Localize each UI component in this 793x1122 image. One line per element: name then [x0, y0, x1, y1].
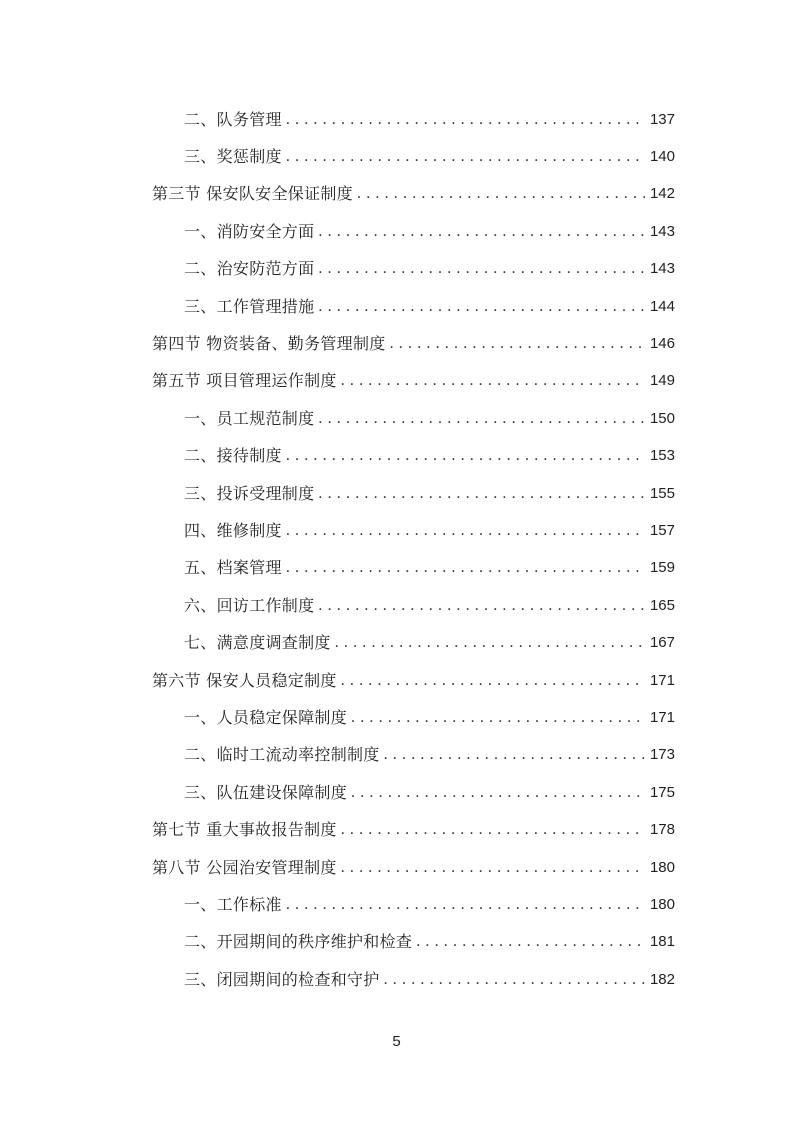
toc-dot-leader	[318, 259, 645, 279]
toc-subsection-entry[interactable]	[0, 475, 675, 512]
toc-entry-page-number: 143	[649, 260, 675, 278]
toc-subsection-entry[interactable]	[0, 550, 675, 587]
toc-entry-title: 七、满意度调查制度	[184, 633, 331, 653]
toc-subsection-entry[interactable]	[0, 961, 675, 998]
toc-entry-title: 二、临时工流动率控制制度	[184, 745, 380, 765]
toc-dot-leader	[341, 671, 645, 691]
toc-subsection-entry[interactable]	[0, 101, 675, 138]
toc-dot-leader	[286, 521, 645, 541]
toc-entry-page-number: 171	[649, 708, 675, 726]
toc-entry-title: 第八节 公园治安管理制度	[152, 857, 337, 877]
toc-entry-title: 第三节 保安队安全保证制度	[152, 184, 353, 204]
toc-entry-title: 二、接待制度	[184, 446, 282, 466]
toc-dot-leader	[384, 745, 645, 765]
toc-subsection-entry[interactable]	[0, 400, 675, 437]
toc-entry-title: 四、维修制度	[184, 520, 282, 540]
page-number: 5	[392, 1033, 401, 1050]
toc-entry-title: 三、奖惩制度	[184, 147, 282, 167]
toc-dot-leader	[341, 858, 645, 878]
toc-entry-title: 一、消防安全方面	[184, 221, 315, 241]
toc-dot-leader	[318, 596, 645, 616]
toc-entry-page-number: 165	[649, 596, 675, 614]
toc-subsection-entry[interactable]	[0, 213, 675, 250]
toc-section-entry[interactable]	[0, 176, 675, 213]
toc-dot-leader	[357, 184, 645, 204]
toc-dot-leader	[384, 970, 645, 990]
toc-entry-page-number: 150	[649, 409, 675, 427]
toc-entry-page-number: 143	[649, 222, 675, 240]
toc-dot-leader	[351, 783, 645, 803]
toc-subsection-entry[interactable]	[0, 924, 675, 961]
toc-entry-page-number: 180	[649, 858, 675, 876]
toc-entry-page-number: 175	[649, 783, 675, 801]
toc-entry-page-number: 144	[649, 297, 675, 315]
toc-entry-page-number: 181	[649, 933, 675, 951]
toc-entry-page-number: 182	[649, 970, 675, 988]
toc-subsection-entry[interactable]	[0, 587, 675, 624]
toc-subsection-entry[interactable]	[0, 774, 675, 811]
toc-dot-leader	[286, 147, 645, 167]
toc-entry-page-number: 140	[649, 148, 675, 166]
toc-entry-title: 五、档案管理	[184, 558, 282, 578]
toc-entry-page-number: 142	[649, 185, 675, 203]
toc-entry-title: 二、开园期间的秩序维护和检查	[184, 932, 413, 952]
toc-dot-leader	[318, 409, 645, 429]
toc-section-entry[interactable]	[0, 363, 675, 400]
toc-section-entry[interactable]	[0, 849, 675, 886]
toc-dot-leader	[351, 708, 645, 728]
toc-entry-page-number: 171	[649, 671, 675, 689]
toc-entry-page-number: 137	[649, 110, 675, 128]
toc-entry-title: 第六节 保安人员稳定制度	[152, 670, 337, 690]
toc-entry-title: 三、投诉受理制度	[184, 483, 315, 503]
toc-entry-page-number: 173	[649, 746, 675, 764]
toc-subsection-entry[interactable]	[0, 737, 675, 774]
toc-subsection-entry[interactable]	[0, 512, 675, 549]
toc-subsection-entry[interactable]	[0, 438, 675, 475]
toc-entry-title: 三、工作管理措施	[184, 296, 315, 316]
toc-entry-page-number: 167	[649, 634, 675, 652]
toc-section-entry[interactable]	[0, 325, 675, 362]
toc-entry-title: 六、回访工作制度	[184, 595, 315, 615]
toc-subsection-entry[interactable]	[0, 138, 675, 175]
toc-entry-page-number: 157	[649, 521, 675, 539]
toc-entry-title: 第七节 重大事故报告制度	[152, 820, 337, 840]
toc-dot-leader	[286, 558, 645, 578]
toc-entry-title: 二、治安防范方面	[184, 259, 315, 279]
toc-entry-title: 第四节 物资装备、勤务管理制度	[152, 334, 386, 354]
toc-entry-page-number: 153	[649, 447, 675, 465]
toc-entry-page-number: 146	[649, 335, 675, 353]
toc-entry-title: 三、队伍建设保障制度	[184, 782, 348, 802]
toc-entry-title: 第五节 项目管理运作制度	[152, 371, 337, 391]
toc-dot-leader	[286, 110, 645, 130]
toc-subsection-entry[interactable]	[0, 624, 675, 661]
toc-entry-title: 一、员工规范制度	[184, 408, 315, 428]
toc-dot-leader	[341, 820, 645, 840]
table-of-contents	[0, 101, 793, 998]
toc-entry-page-number: 155	[649, 484, 675, 502]
toc-dot-leader	[318, 222, 645, 242]
toc-dot-leader	[416, 932, 645, 952]
toc-dot-leader	[335, 633, 645, 653]
toc-subsection-entry[interactable]	[0, 251, 675, 288]
toc-subsection-entry[interactable]	[0, 288, 675, 325]
toc-entry-title: 三、闭园期间的检查和守护	[184, 969, 380, 989]
toc-dot-leader	[390, 334, 645, 354]
toc-entry-page-number: 159	[649, 559, 675, 577]
toc-entry-title: 一、工作标准	[184, 894, 282, 914]
toc-subsection-entry[interactable]	[0, 699, 675, 736]
toc-dot-leader	[286, 446, 645, 466]
toc-dot-leader	[286, 895, 645, 915]
toc-section-entry[interactable]	[0, 662, 675, 699]
toc-dot-leader	[318, 484, 645, 504]
toc-entry-title: 一、人员稳定保障制度	[184, 707, 348, 727]
toc-entry-page-number: 180	[649, 895, 675, 913]
toc-section-entry[interactable]	[0, 811, 675, 848]
toc-entry-page-number: 149	[649, 372, 675, 390]
toc-entry-title: 二、队务管理	[184, 109, 282, 129]
toc-entry-page-number: 178	[649, 821, 675, 839]
toc-subsection-entry[interactable]	[0, 886, 675, 923]
toc-dot-leader	[341, 371, 645, 391]
toc-dot-leader	[318, 297, 645, 317]
